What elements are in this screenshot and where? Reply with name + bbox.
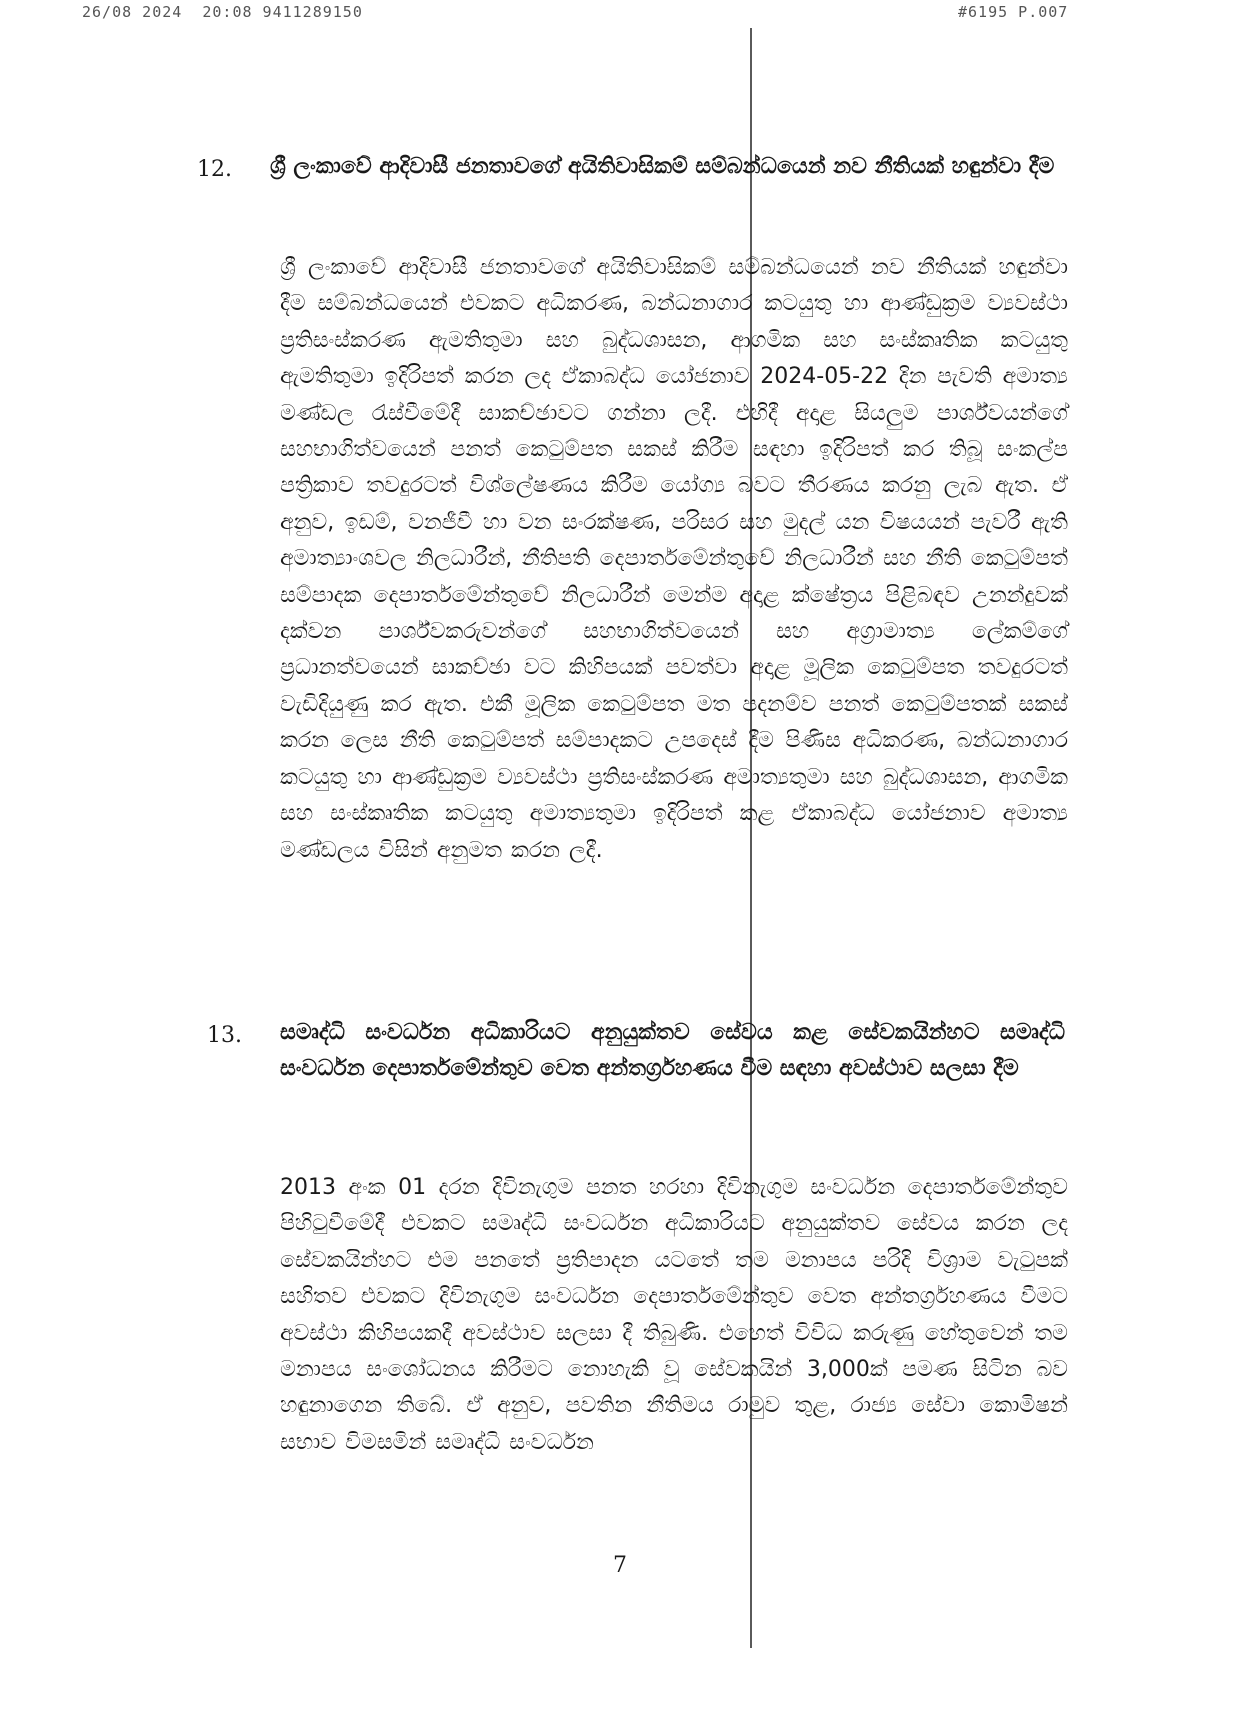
- section-title: සමෘද්ධි සංවර්ධන අධිකාරියට අනුයුක්තව සේවය කළ සේවකයින්හට සමෘද්ධි සංවර්ධන දෙපාර්තමේන්තුව වෙත අන්තර්ග්‍රහණය වීම සඳහා අවස්ථාව සලසා දීම: [280, 1020, 1065, 1081]
- fax-timestamp: 26/08 2024 20:08 9411289150: [82, 3, 363, 21]
- page-number: 7: [613, 1553, 627, 1578]
- section-body: 2013 අංක 01 දරන දිවිනැගුම පනත හරහා දිවිනැගුම සංවර්ධන දෙපාර්තමේන්තුව පිහිටුවීමේදී එවකට සමෘද්ධි සංවර්ධන අධිකාරියට අනුයුක්තව සේවය කරන ලද සේවකයින්හට එම පනතේ ප්‍රතිපාදන යටතේ තම මනාපය පරිදි විශ්‍රාම වැටුපක් සහිතව එවකට දිවිනැගුම සංවර්ධන දෙපාර්තමේන්තුව වෙත අන්තර්ග්‍රහණය වීමට අවස්ථා කිහිපයකදී අවස්ථාව සලසා දී තිබුණි. එහෙත් විවිධ කරුණු හේතුවෙන් තම මනාපය සංශෝධනය කිරීමට නොහැකි වූ සේවකයින් 3,000ක් පමණ සිටින බව හඳුනාගෙන තිබේ. ඒ අනුව, පවතින නීතිමය රාමුව තුළ, රාජ්‍ය සේවා කොමිෂන් සභාව විමසමින් සමෘද්ධි සංවර්ධන: [280, 1175, 1068, 1455]
- section-number: 13.: [207, 1023, 242, 1048]
- fax-header: [0, 3, 1241, 25]
- section-number: 12.: [197, 157, 232, 182]
- section-title: ශ්‍රී ලංකාවේ ආදිවාසී ජනතාවගේ අයිතිවාසිකම් සම්බන්ධයෙන් නව නීතියක් හඳුන්වා දීම: [270, 154, 1055, 179]
- fax-page-id: #6195 P.007: [958, 3, 1069, 21]
- section-body: ශ්‍රී ලංකාවේ ආදිවාසී ජනතාවගේ අයිතිවාසිකම් සම්බන්ධයෙන් නව නීතියක් හඳුන්වා දීම සම්බන්ධයෙන් එවකට අධිකරණ, බන්ධනාගාර කටයුතු හා ආණ්ඩුක්‍රම ව්‍යවස්ථා ප්‍රතිසංස්කරණ ඇමතිතුමා සහ බුද්ධශාසන, ආගමික සහ සංස්කෘතික කටයුතු ඇමතිතුමා ඉදිරිපත් කරන ලද ඒකාබද්ධ යෝජනාව 2024-05-22 දින පැවති අමාත්‍ය මණ්ඩල රැස්වීමේදී සාකච්ඡාවට ගන්නා ලදී. එහිදී අදාළ සියලුම පාර්ශ්වයන්ගේ සහභාගිත්වයෙන් පනත් කෙටුම්පත සකස් කිරීම සඳහා ඉදිරිපත් කර තිබූ සංකල්ප පත්‍රිකාව තවදුරටත් විශ්ලේෂණය කිරීම යෝග්‍ය බවට තීරණය කරනු ලැබ ඇත. ඒ අනුව, ඉඩම්, වනජීවී හා වන සංරක්ෂණ, පරිසර සහ මුදල් යන විෂයයන් පැවරී ඇති අමාත්‍යාංශවල නිලධාරීන්, නීතිපති දෙපාර්තමේන්තුවේ නිලධාරීන් සහ නීති කෙටුම්පත් සම්පාදක දෙපාර්තමේන්තුවේ නිලධාරීන් මෙන්ම අදාළ ක්ෂේත්‍රය පිළිබඳව උනන්දුවක් දක්වන පාර්ශ්වකරුවන්ගේ සහභාගිත්වයෙන් සහ අග්‍රාමාත්‍ය ලේකම්ගේ ප්‍රධානත්වයෙන් සාකච්ඡා වට කිහිපයක් පවත්වා අදාළ මූලික කෙටුම්පත තවදුරටත් වැඩිදියුණු කර ඇත. එකී මූලික කෙටුම්පත මත පදනම්ව පනත් කෙටුම්පතක් සකස් කරන ලෙස නීති කෙටුම්පත් සම්පාදකට උපදෙස් දීම පිණිස අධිකරණ, බන්ධනාගාර කටයුතු හා ආණ්ඩුක්‍රම ව්‍යවස්ථා ප්‍රතිසංස්කරණ අමාත්‍යතුමා සහ බුද්ධශාසන, ආගමික සහ සංස්කෘතික කටයුතු අමාත්‍යතුමා ඉදිරිපත් කළ ඒකාබද්ධ යෝජනාව අමාත්‍ය මණ්ඩලය විසින් අනුමත කරන ලදී.: [280, 255, 1069, 863]
